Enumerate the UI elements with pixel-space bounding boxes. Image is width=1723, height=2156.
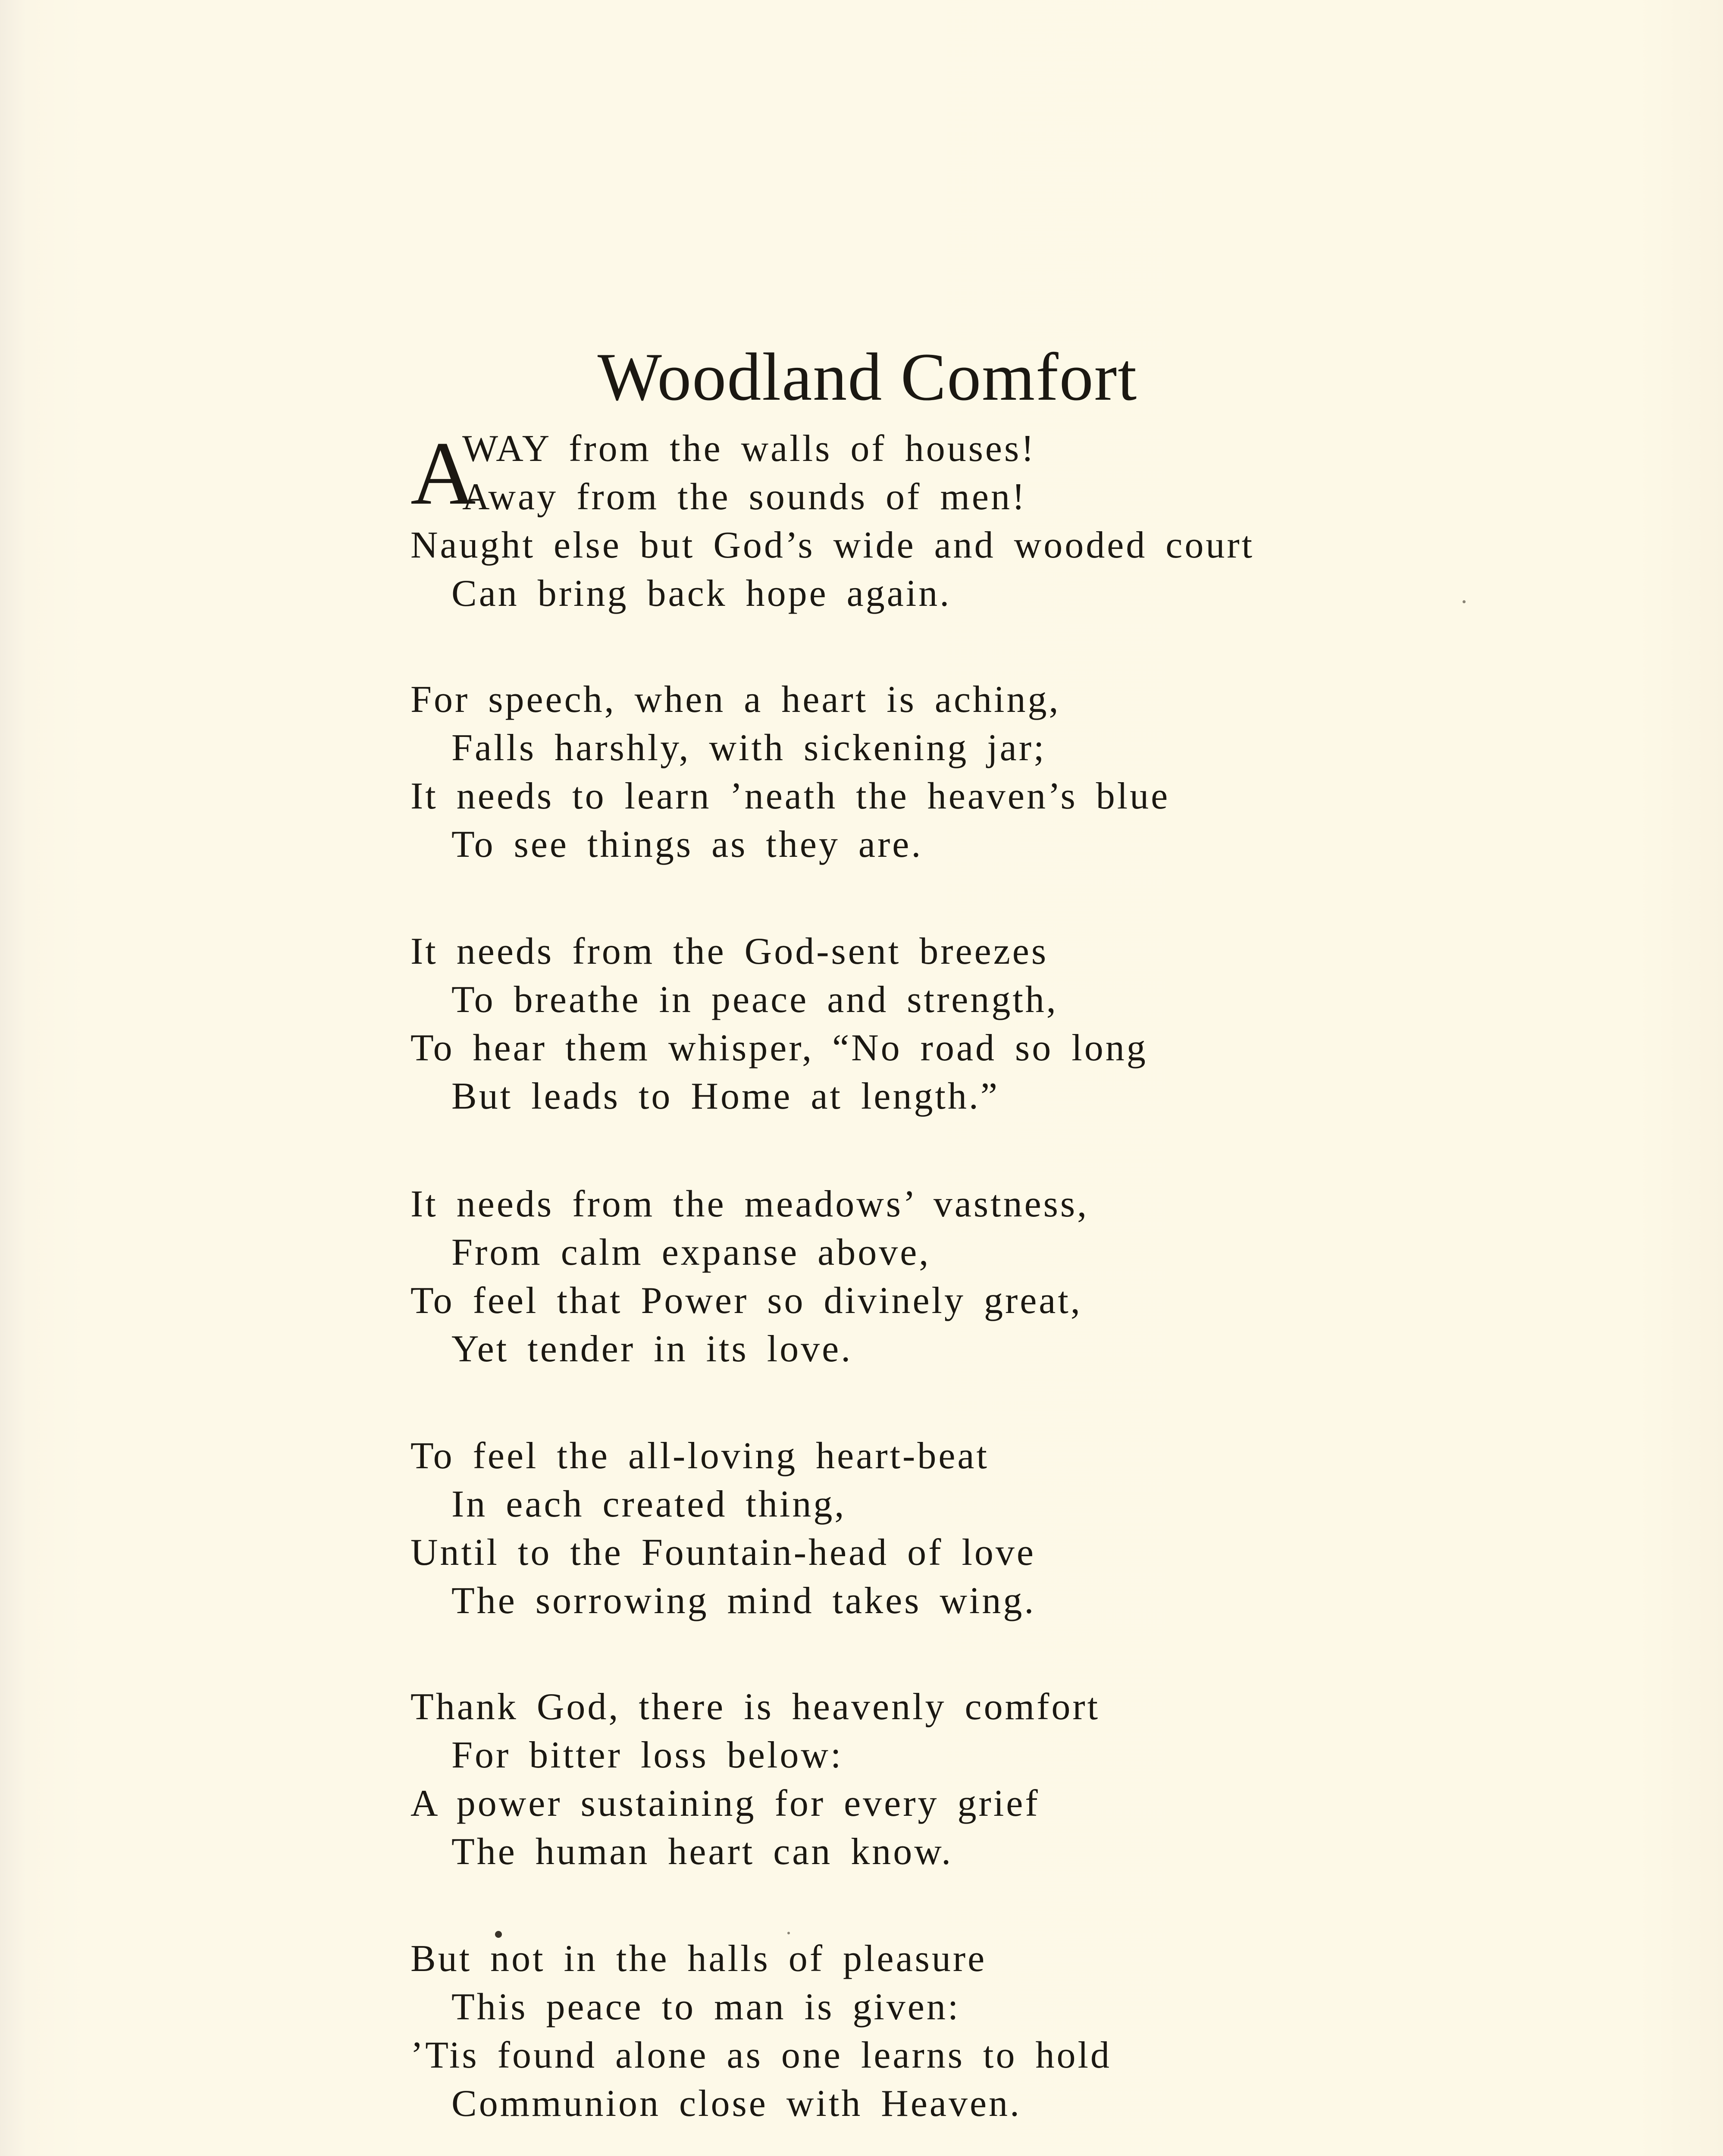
poem-line: This peace to man is given: [451, 1986, 961, 2028]
poem-line: Until to the Fountain-head of love [410, 1532, 1036, 1573]
poem-line: It needs from the meadows’ vastness, [410, 1183, 1089, 1225]
poem-line: It needs from the God-sent breezes [410, 931, 1049, 972]
poem-line: A power sustaining for every grief [410, 1783, 1040, 1824]
poem-title: Woodland Comfort [597, 339, 1138, 415]
poem-line: For speech, when a heart is aching, [410, 679, 1061, 721]
poem-line: From calm expanse above, [451, 1232, 931, 1273]
poem-line: But leads to Home at length.” [451, 1075, 999, 1117]
poem-line: WAY from the walls of houses! [462, 428, 1036, 470]
stanza-6 [410, 1683, 1100, 1876]
poem-line: It needs to learn ’neath the heaven’s blue [410, 775, 1170, 817]
poem-line: Falls harshly, with sickening jar; [451, 727, 1046, 769]
poem-line: To see things as they are. [451, 824, 923, 865]
poem-line: The human heart can know. [451, 1831, 953, 1873]
poem-line: Can bring back hope again. [451, 573, 952, 614]
ink-speck [1463, 600, 1466, 603]
ink-speck [495, 1931, 502, 1938]
poem-line: Communion close with Heaven. [451, 2083, 1022, 2125]
stanza-3 [410, 928, 1148, 1121]
poem-body [410, 423, 1445, 2125]
poem-line: Thank God, there is heavenly comfort [410, 1686, 1100, 1728]
poem-line: To feel that Power so divinely great, [410, 1280, 1082, 1322]
poem-line: To hear them whisper, “No road so long [410, 1027, 1148, 1069]
poem-line: For bitter loss below: [451, 1734, 843, 1776]
ink-speck [787, 1932, 790, 1934]
stanza-2 [410, 676, 1170, 869]
poem-line: The sorrowing mind takes wing. [451, 1580, 1036, 1622]
stanza-7 [410, 1935, 1112, 2128]
stanza-4 [410, 1180, 1089, 1373]
poem-line: Away from the sounds of men! [462, 476, 1027, 518]
stanza-1 [410, 425, 1445, 618]
poem-line: Yet tender in its love. [451, 1328, 853, 1370]
poem-line: In each created thing, [451, 1483, 846, 1525]
poem-line: To breathe in peace and strength, [451, 979, 1058, 1021]
drop-cap: A [410, 423, 476, 523]
poem-line: Naught else but God’s wide and wooded court [410, 524, 1255, 566]
poem-line: But not in the halls of pleasure [410, 1938, 987, 1980]
poem-line: To feel the all-loving heart-beat [410, 1435, 989, 1477]
poem-line: ’Tis found alone as one learns to hold [410, 2034, 1112, 2076]
stanza-5 [410, 1432, 1036, 1625]
